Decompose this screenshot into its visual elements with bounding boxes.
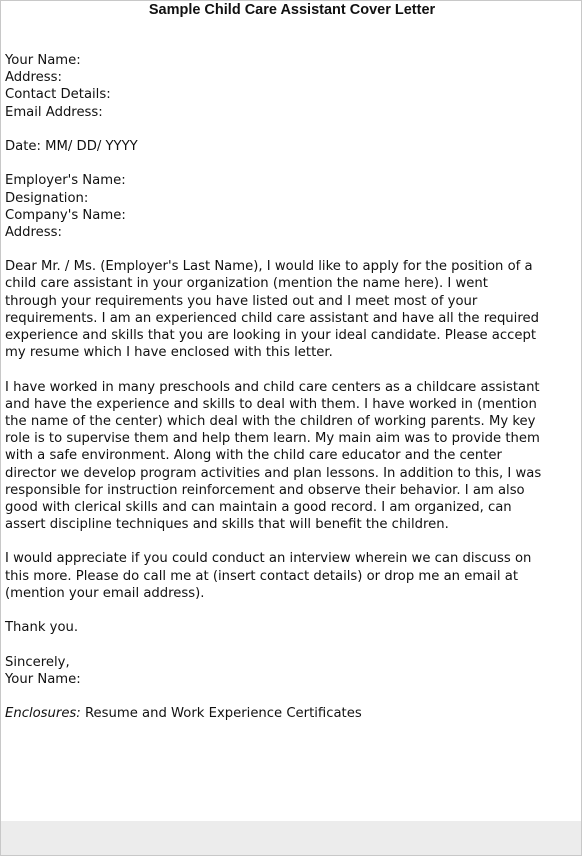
sender-email-line: Email Address: xyxy=(5,104,103,120)
sender-contact-line: Contact Details: xyxy=(5,87,111,103)
paragraph-line: child care assistant in your organization (mention the name here). I went xyxy=(5,276,488,292)
paragraph-line: role is to supervise them and help them learn. My main aim was to provide them xyxy=(5,431,540,447)
employer-block xyxy=(5,172,582,241)
enclosures-text: Resume and Work Experience Certificates xyxy=(80,706,362,722)
employer-designation-line: Designation: xyxy=(5,190,89,206)
employer-company-line: Company's Name: xyxy=(5,207,126,223)
paragraph-line: with a safe environment. Along with the child care educator and the center xyxy=(5,448,502,464)
closing-block xyxy=(5,654,582,688)
paragraph-line: this more. Please do call me at (insert contact details) or drop me an email at xyxy=(5,568,519,584)
letter-body xyxy=(5,52,582,722)
body-paragraph-1 xyxy=(5,258,582,361)
enclosures-label: Enclosures: xyxy=(5,706,81,722)
body-paragraph-2 xyxy=(5,379,582,534)
sender-address-line: Address: xyxy=(5,70,62,86)
paragraph-line: I would appreciate if you could conduct an interview wherein we can discuss on xyxy=(5,551,532,567)
paragraph-line: experience and skills that you are looking in your ideal candidate. Please accept xyxy=(5,328,536,343)
enclosures-line xyxy=(5,705,582,722)
paragraph-line: good with clerical skills and can maintain a good record. I am organized, can xyxy=(5,499,512,515)
paragraph-line: director we develop program activities and plan lessons. In addition to this, I was xyxy=(5,465,542,481)
sender-block xyxy=(5,52,582,121)
thanks-line: Thank you. xyxy=(5,620,79,636)
letter-page xyxy=(1,1,581,821)
date-line: Date: MM/ DD/ YYYY xyxy=(5,138,138,154)
closing-salutation: Sincerely, xyxy=(5,654,70,670)
paragraph-line: I have worked in many preschools and child care centers as a childcare assistant xyxy=(5,379,540,395)
closing-name-line: Your Name: xyxy=(5,671,81,687)
body-paragraph-3 xyxy=(5,550,582,602)
employer-address-line: Address: xyxy=(5,224,62,240)
letter-title: Sample Child Care Assistant Cover Letter xyxy=(148,2,436,18)
paragraph-line: the name of the center) which deal with the children of working parents. My key xyxy=(5,413,536,429)
paragraph-line: and have the experience and skills to deal with them. I have worked in (mention xyxy=(5,396,537,412)
paragraph-line: my resume which I have enclosed with this letter. xyxy=(5,345,333,361)
employer-name-line: Employer's Name: xyxy=(5,173,126,189)
paragraph-line: requirements. I am an experienced child care assistant and have all the required xyxy=(5,310,539,326)
paragraph-line: responsible for instruction reinforcement and observe their behavior. I am also xyxy=(5,482,525,498)
paragraph-line: (mention your email address). xyxy=(5,585,205,601)
paragraph-line: through your requirements you have listed out and I meet most of your xyxy=(5,293,478,309)
paragraph-line: assert discipline techniques and skills that will benefit the children. xyxy=(5,517,449,533)
sender-name-line: Your Name: xyxy=(5,53,81,68)
paragraph-line: Dear Mr. / Ms. (Employer's Last Name), I would like to apply for the position of a xyxy=(5,259,533,275)
